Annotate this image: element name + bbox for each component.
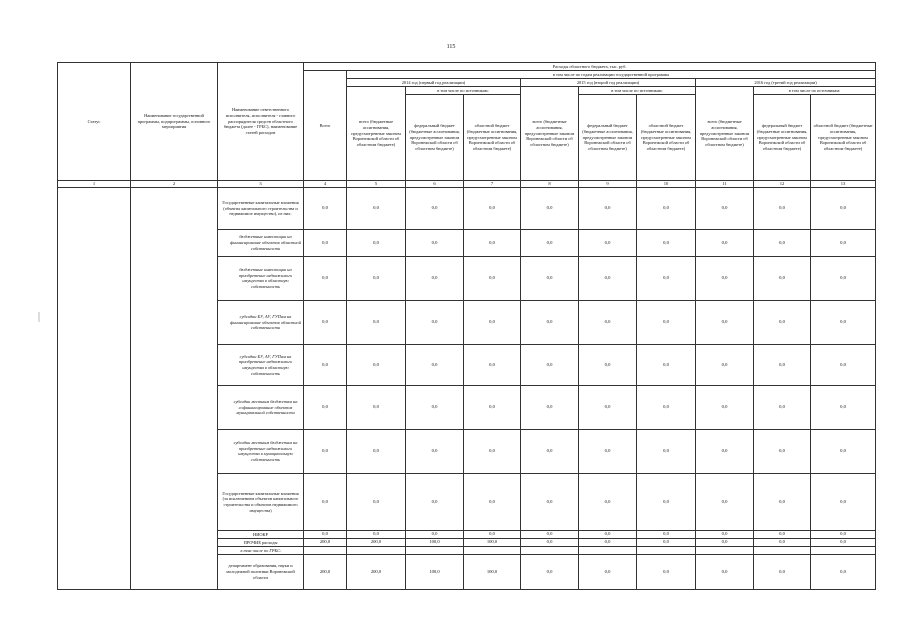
status-cell bbox=[58, 187, 131, 589]
value-cell: 0,0 bbox=[754, 385, 811, 429]
value-cell: 0,0 bbox=[304, 429, 347, 473]
value-cell: 0,0 bbox=[579, 344, 637, 385]
value-cell: 0,0 bbox=[754, 429, 811, 473]
value-cell: 0,0 bbox=[464, 473, 521, 530]
column-number: 10 bbox=[637, 181, 696, 188]
page-number: 115 bbox=[446, 44, 456, 50]
value-cell: 0,0 bbox=[347, 229, 406, 256]
row-label: Государственные капитальные вложения (объекты капитального строительства и недвижимое имущество), из них: bbox=[218, 187, 304, 229]
value-cell: 0,0 bbox=[696, 344, 754, 385]
value-cell: 0,0 bbox=[521, 344, 579, 385]
value-cell: 0,0 bbox=[521, 300, 579, 344]
value-cell: 0,0 bbox=[406, 429, 464, 473]
value-cell bbox=[347, 546, 406, 554]
value-cell: 0,0 bbox=[347, 473, 406, 530]
header-2016-regional: областной бюджет (бюджетные ассигнования, предусмотренные законом Воронежской области об областном бюджете) bbox=[811, 95, 876, 181]
column-number: 9 bbox=[579, 181, 637, 188]
value-cell: 0,0 bbox=[406, 530, 464, 538]
value-cell: 0,0 bbox=[464, 344, 521, 385]
header-2016-sources: в том числе по источникам: bbox=[754, 87, 876, 95]
row-label: ПРОЧИЕ расходы bbox=[218, 538, 304, 546]
value-cell: 0,0 bbox=[696, 229, 754, 256]
program-name-cell bbox=[131, 187, 218, 589]
value-cell: 0,0 bbox=[347, 256, 406, 300]
value-cell bbox=[464, 546, 521, 554]
value-cell: 0,0 bbox=[637, 229, 696, 256]
column-number: 7 bbox=[464, 181, 521, 188]
value-cell: 0,0 bbox=[696, 429, 754, 473]
value-cell: 0,0 bbox=[811, 187, 876, 229]
value-cell: 0,0 bbox=[637, 473, 696, 530]
value-cell: 0,0 bbox=[464, 385, 521, 429]
value-cell: 0,0 bbox=[347, 300, 406, 344]
value-cell: 0,0 bbox=[347, 385, 406, 429]
value-cell: 0,0 bbox=[521, 256, 579, 300]
column-number: 8 bbox=[521, 181, 579, 188]
header-2015-federal: федеральный бюджет (бюджетные ассигнования, предусмотренные законом Воронежской области об областном бюджете) bbox=[579, 95, 637, 181]
value-cell: 0,0 bbox=[521, 187, 579, 229]
value-cell: 0,0 bbox=[637, 538, 696, 546]
value-cell: 0,0 bbox=[464, 300, 521, 344]
value-cell: 0,0 bbox=[304, 187, 347, 229]
value-cell: 0,0 bbox=[811, 229, 876, 256]
value-cell: 0,0 bbox=[754, 538, 811, 546]
value-cell: 0,0 bbox=[754, 530, 811, 538]
value-cell: 0,0 bbox=[579, 300, 637, 344]
value-cell: 0,0 bbox=[811, 473, 876, 530]
value-cell: 0,0 bbox=[406, 300, 464, 344]
value-cell: 0,0 bbox=[521, 554, 579, 589]
value-cell: 200,0 bbox=[347, 554, 406, 589]
value-cell: 0,0 bbox=[464, 530, 521, 538]
row-label: субсидии БУ, АУ, ГУПам на финансирование объектов областной собственности bbox=[218, 300, 304, 344]
value-cell: 0,0 bbox=[811, 538, 876, 546]
value-cell bbox=[754, 546, 811, 554]
value-cell: 0,0 bbox=[304, 473, 347, 530]
value-cell: 0,0 bbox=[811, 429, 876, 473]
header-2016-all: всего (бюджетные ассигнования, предусмотренные законом Воронежской области об областном бюджете) bbox=[696, 87, 754, 181]
value-cell: 0,0 bbox=[754, 229, 811, 256]
value-cell: 0,0 bbox=[304, 530, 347, 538]
value-cell: 0,0 bbox=[406, 229, 464, 256]
value-cell: 0,0 bbox=[637, 187, 696, 229]
value-cell: 0,0 bbox=[304, 300, 347, 344]
header-year-2016: 2016 год (третий год реализации) bbox=[696, 79, 876, 87]
header-2014-regional: областной бюджет (бюджетные ассигнования, предусмотренные законом Воронежской области об областном бюджете) bbox=[464, 95, 521, 181]
value-cell: 0,0 bbox=[521, 229, 579, 256]
column-number: 2 bbox=[131, 181, 218, 188]
column-number: 1 bbox=[58, 181, 131, 188]
column-number: 13 bbox=[811, 181, 876, 188]
value-cell bbox=[696, 546, 754, 554]
value-cell: 0,0 bbox=[811, 256, 876, 300]
value-cell: 0,0 bbox=[696, 554, 754, 589]
value-cell: 0,0 bbox=[406, 473, 464, 530]
row-label: субсидии местным бюджетам на приобретение недвижимого имущества в муниципальную собственность bbox=[218, 429, 304, 473]
header-2014-federal: федеральный бюджет (бюджетные ассигнования, предусмотренные законом Воронежской области об областном бюджете) bbox=[406, 95, 464, 181]
value-cell: 0,0 bbox=[464, 256, 521, 300]
row-label: Государственные капитальные вложения (за исключением объектов капитального строительства и объектов недвижимого имущества) bbox=[218, 473, 304, 530]
header-2015-sources: в том числе по источникам: bbox=[579, 87, 696, 95]
value-cell: 0,0 bbox=[579, 530, 637, 538]
value-cell: 0,0 bbox=[579, 187, 637, 229]
value-cell bbox=[811, 546, 876, 554]
header-2014-all: всего (бюджетные ассигнования, предусмотренные законом Воронежской области об областном бюджете) bbox=[347, 87, 406, 181]
value-cell: 0,0 bbox=[637, 554, 696, 589]
value-cell: 0,0 bbox=[579, 256, 637, 300]
header-total: Всего bbox=[304, 71, 347, 181]
row-label: НИОКР bbox=[218, 530, 304, 538]
scan-artifact bbox=[38, 312, 40, 322]
value-cell: 0,0 bbox=[754, 473, 811, 530]
value-cell: 0,0 bbox=[754, 256, 811, 300]
value-cell: 0,0 bbox=[521, 538, 579, 546]
header-status: Статус bbox=[58, 63, 131, 181]
column-number-row bbox=[58, 181, 876, 188]
value-cell: 0,0 bbox=[464, 229, 521, 256]
value-cell bbox=[521, 546, 579, 554]
row-label: бюджетные инвестиции на приобретение недвижимого имущества в областную собственность bbox=[218, 256, 304, 300]
header-responsible: Наименование ответственного исполнителя, исполнителя - главного распорядителя средств областного бюджета (далее - ГРБС), наименование статей расходов bbox=[218, 63, 304, 181]
header-by-years: в том числе по годам реализации государственной программы bbox=[347, 71, 876, 79]
header-2015-regional: областной бюджет (бюджетные ассигнования, предусмотренные законом Воронежской области об областном бюджете) bbox=[637, 95, 696, 181]
header-2016-federal: федеральный бюджет (бюджетные ассигнования, предусмотренные законом Воронежской области об областном бюджете) bbox=[754, 95, 811, 181]
value-cell: 0,0 bbox=[811, 385, 876, 429]
row-label: бюджетные инвестиции на финансирование объектов областной собственности bbox=[218, 229, 304, 256]
value-cell: 100,0 bbox=[464, 538, 521, 546]
header-2014-sources: в том числе по источникам: bbox=[406, 87, 521, 95]
column-number: 11 bbox=[696, 181, 754, 188]
value-cell: 0,0 bbox=[696, 256, 754, 300]
value-cell: 0,0 bbox=[637, 300, 696, 344]
value-cell: 0,0 bbox=[579, 538, 637, 546]
value-cell bbox=[579, 546, 637, 554]
value-cell: 0,0 bbox=[637, 429, 696, 473]
value-cell: 0,0 bbox=[464, 429, 521, 473]
value-cell: 0,0 bbox=[304, 385, 347, 429]
value-cell: 100,0 bbox=[406, 538, 464, 546]
value-cell: 0,0 bbox=[579, 385, 637, 429]
row-label: субсидии БУ, АУ, ГУПам на приобретение недвижимого имущества в областную собственность bbox=[218, 344, 304, 385]
value-cell bbox=[637, 546, 696, 554]
value-cell: 200,0 bbox=[304, 554, 347, 589]
value-cell: 0,0 bbox=[696, 473, 754, 530]
value-cell: 0,0 bbox=[521, 385, 579, 429]
value-cell: 0,0 bbox=[406, 385, 464, 429]
value-cell: 0,0 bbox=[579, 473, 637, 530]
value-cell: 0,0 bbox=[521, 473, 579, 530]
value-cell: 0,0 bbox=[754, 187, 811, 229]
value-cell: 0,0 bbox=[347, 187, 406, 229]
value-cell: 0,0 bbox=[811, 344, 876, 385]
header-program-name: Наименование государственной программы, подпрограммы, основного мероприятия bbox=[131, 63, 218, 181]
value-cell: 0,0 bbox=[347, 429, 406, 473]
header-year-2015: 2015 год (второй год реализации) bbox=[521, 79, 696, 87]
value-cell: 0,0 bbox=[811, 300, 876, 344]
value-cell: 0,0 bbox=[811, 554, 876, 589]
value-cell: 200,0 bbox=[347, 538, 406, 546]
column-number: 6 bbox=[406, 181, 464, 188]
value-cell: 0,0 bbox=[406, 256, 464, 300]
value-cell: 0,0 bbox=[696, 300, 754, 344]
column-number: 3 bbox=[218, 181, 304, 188]
row-label: департамент образования, науки и молодежной политики Воронежской области bbox=[218, 554, 304, 589]
value-cell: 0,0 bbox=[579, 429, 637, 473]
header-expenses: Расходы областного бюджета, тыс. руб. bbox=[304, 63, 876, 71]
value-cell: 0,0 bbox=[754, 554, 811, 589]
column-number: 12 bbox=[754, 181, 811, 188]
value-cell: 100,0 bbox=[464, 554, 521, 589]
value-cell: 0,0 bbox=[637, 256, 696, 300]
budget-table bbox=[57, 62, 876, 590]
value-cell: 0,0 bbox=[637, 344, 696, 385]
value-cell bbox=[304, 546, 347, 554]
value-cell: 0,0 bbox=[406, 187, 464, 229]
value-cell: 0,0 bbox=[811, 530, 876, 538]
value-cell: 0,0 bbox=[304, 344, 347, 385]
column-number: 4 bbox=[304, 181, 347, 188]
value-cell: 0,0 bbox=[406, 344, 464, 385]
value-cell: 0,0 bbox=[637, 530, 696, 538]
row-label: в том числе по ГРБС: bbox=[218, 546, 304, 554]
value-cell: 100,0 bbox=[406, 554, 464, 589]
value-cell: 0,0 bbox=[637, 385, 696, 429]
header-year-2014: 2014 год (первый год реализации) bbox=[347, 79, 521, 87]
value-cell: 0,0 bbox=[521, 530, 579, 538]
value-cell: 0,0 bbox=[696, 385, 754, 429]
value-cell: 0,0 bbox=[696, 187, 754, 229]
value-cell: 0,0 bbox=[464, 187, 521, 229]
value-cell: 200,0 bbox=[304, 538, 347, 546]
value-cell: 0,0 bbox=[304, 256, 347, 300]
value-cell: 0,0 bbox=[696, 530, 754, 538]
value-cell: 0,0 bbox=[696, 538, 754, 546]
value-cell: 0,0 bbox=[754, 344, 811, 385]
header-2015-all: всего (бюджетные ассигнования, предусмотренные законом Воронежской области об областном бюджете) bbox=[521, 87, 579, 181]
value-cell: 0,0 bbox=[304, 229, 347, 256]
value-cell: 0,0 bbox=[521, 429, 579, 473]
row-label: субсидии местным бюджетам на софинансирование объектов муниципальной собственности bbox=[218, 385, 304, 429]
value-cell bbox=[406, 546, 464, 554]
table-row bbox=[58, 187, 876, 229]
column-number: 5 bbox=[347, 181, 406, 188]
value-cell: 0,0 bbox=[579, 554, 637, 589]
value-cell: 0,0 bbox=[754, 300, 811, 344]
value-cell: 0,0 bbox=[347, 530, 406, 538]
value-cell: 0,0 bbox=[347, 344, 406, 385]
value-cell: 0,0 bbox=[579, 229, 637, 256]
